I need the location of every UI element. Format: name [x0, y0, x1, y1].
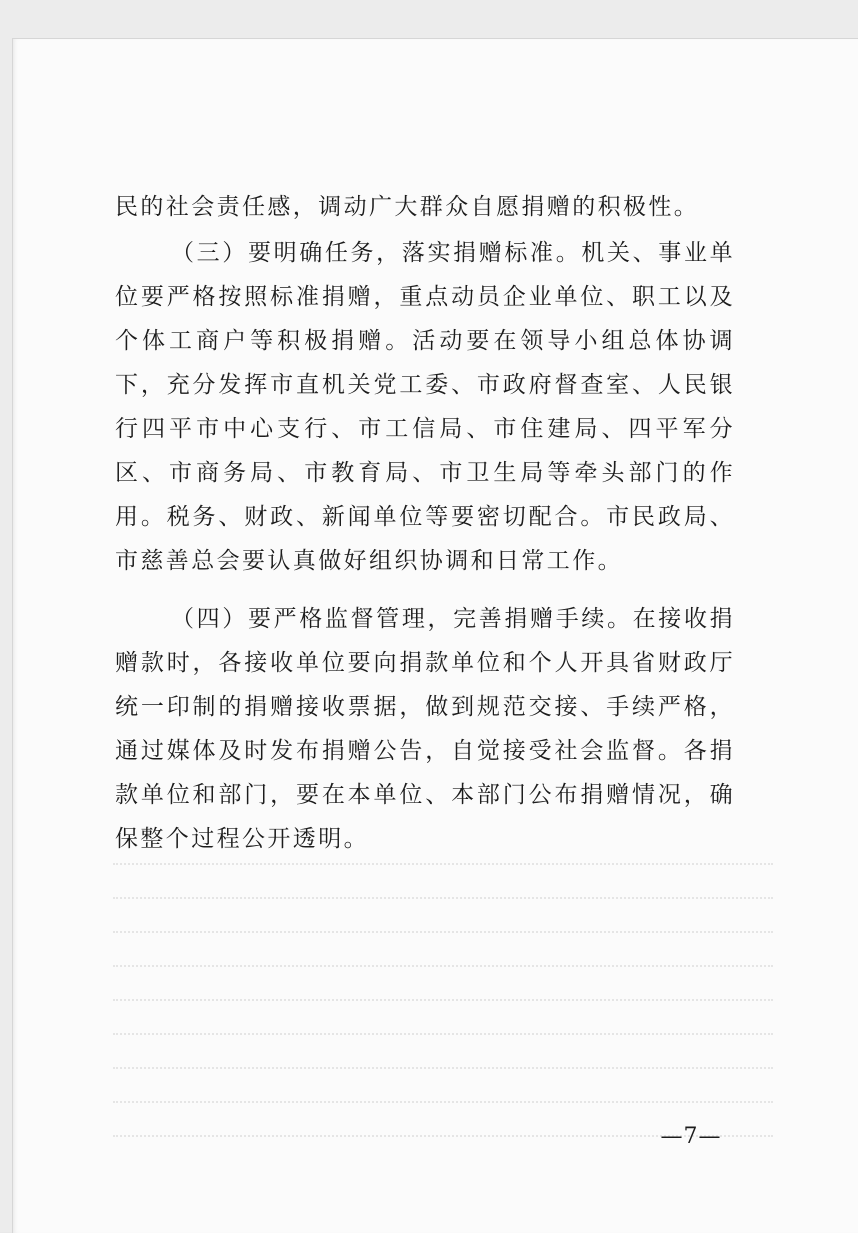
document-body: [115, 185, 735, 861]
paragraph-continuation: 民的社会责任感，调动广大群众自愿捐赠的积极性。: [115, 194, 700, 220]
paragraph-section-four: （四）要严格监督管理，完善捐赠手续。在接收捐赠款时，各接收单位要向捐款单位和个人开具省财政厅统一印制的捐赠接收票据，做到规范交接、手续严格，通过媒体及时发布捐赠公告，自觉接受社会监督。各捐款单位和部门，要在本单位、本部门公布捐赠情况，确保整个过程公开透明。: [115, 606, 735, 852]
paragraph-section-three: （三）要明确任务，落实捐赠标准。机关、事业单位要严格按照标准捐赠，重点动员企业单位、职工以及个体工商户等积极捐赠。活动要在领导小组总体协调下，充分发挥市直机关党工委、市政府督查室、人民银行四平市中心支行、市工信局、市住建局、四平军分区、市商务局、市教育局、市卫生局等牵头部门的作用。税务、财政、新闻单位等要密切配合。市民政局、市慈善总会要认真做好组织协调和日常工作。: [115, 240, 735, 574]
page-number: —7—: [660, 1124, 722, 1149]
